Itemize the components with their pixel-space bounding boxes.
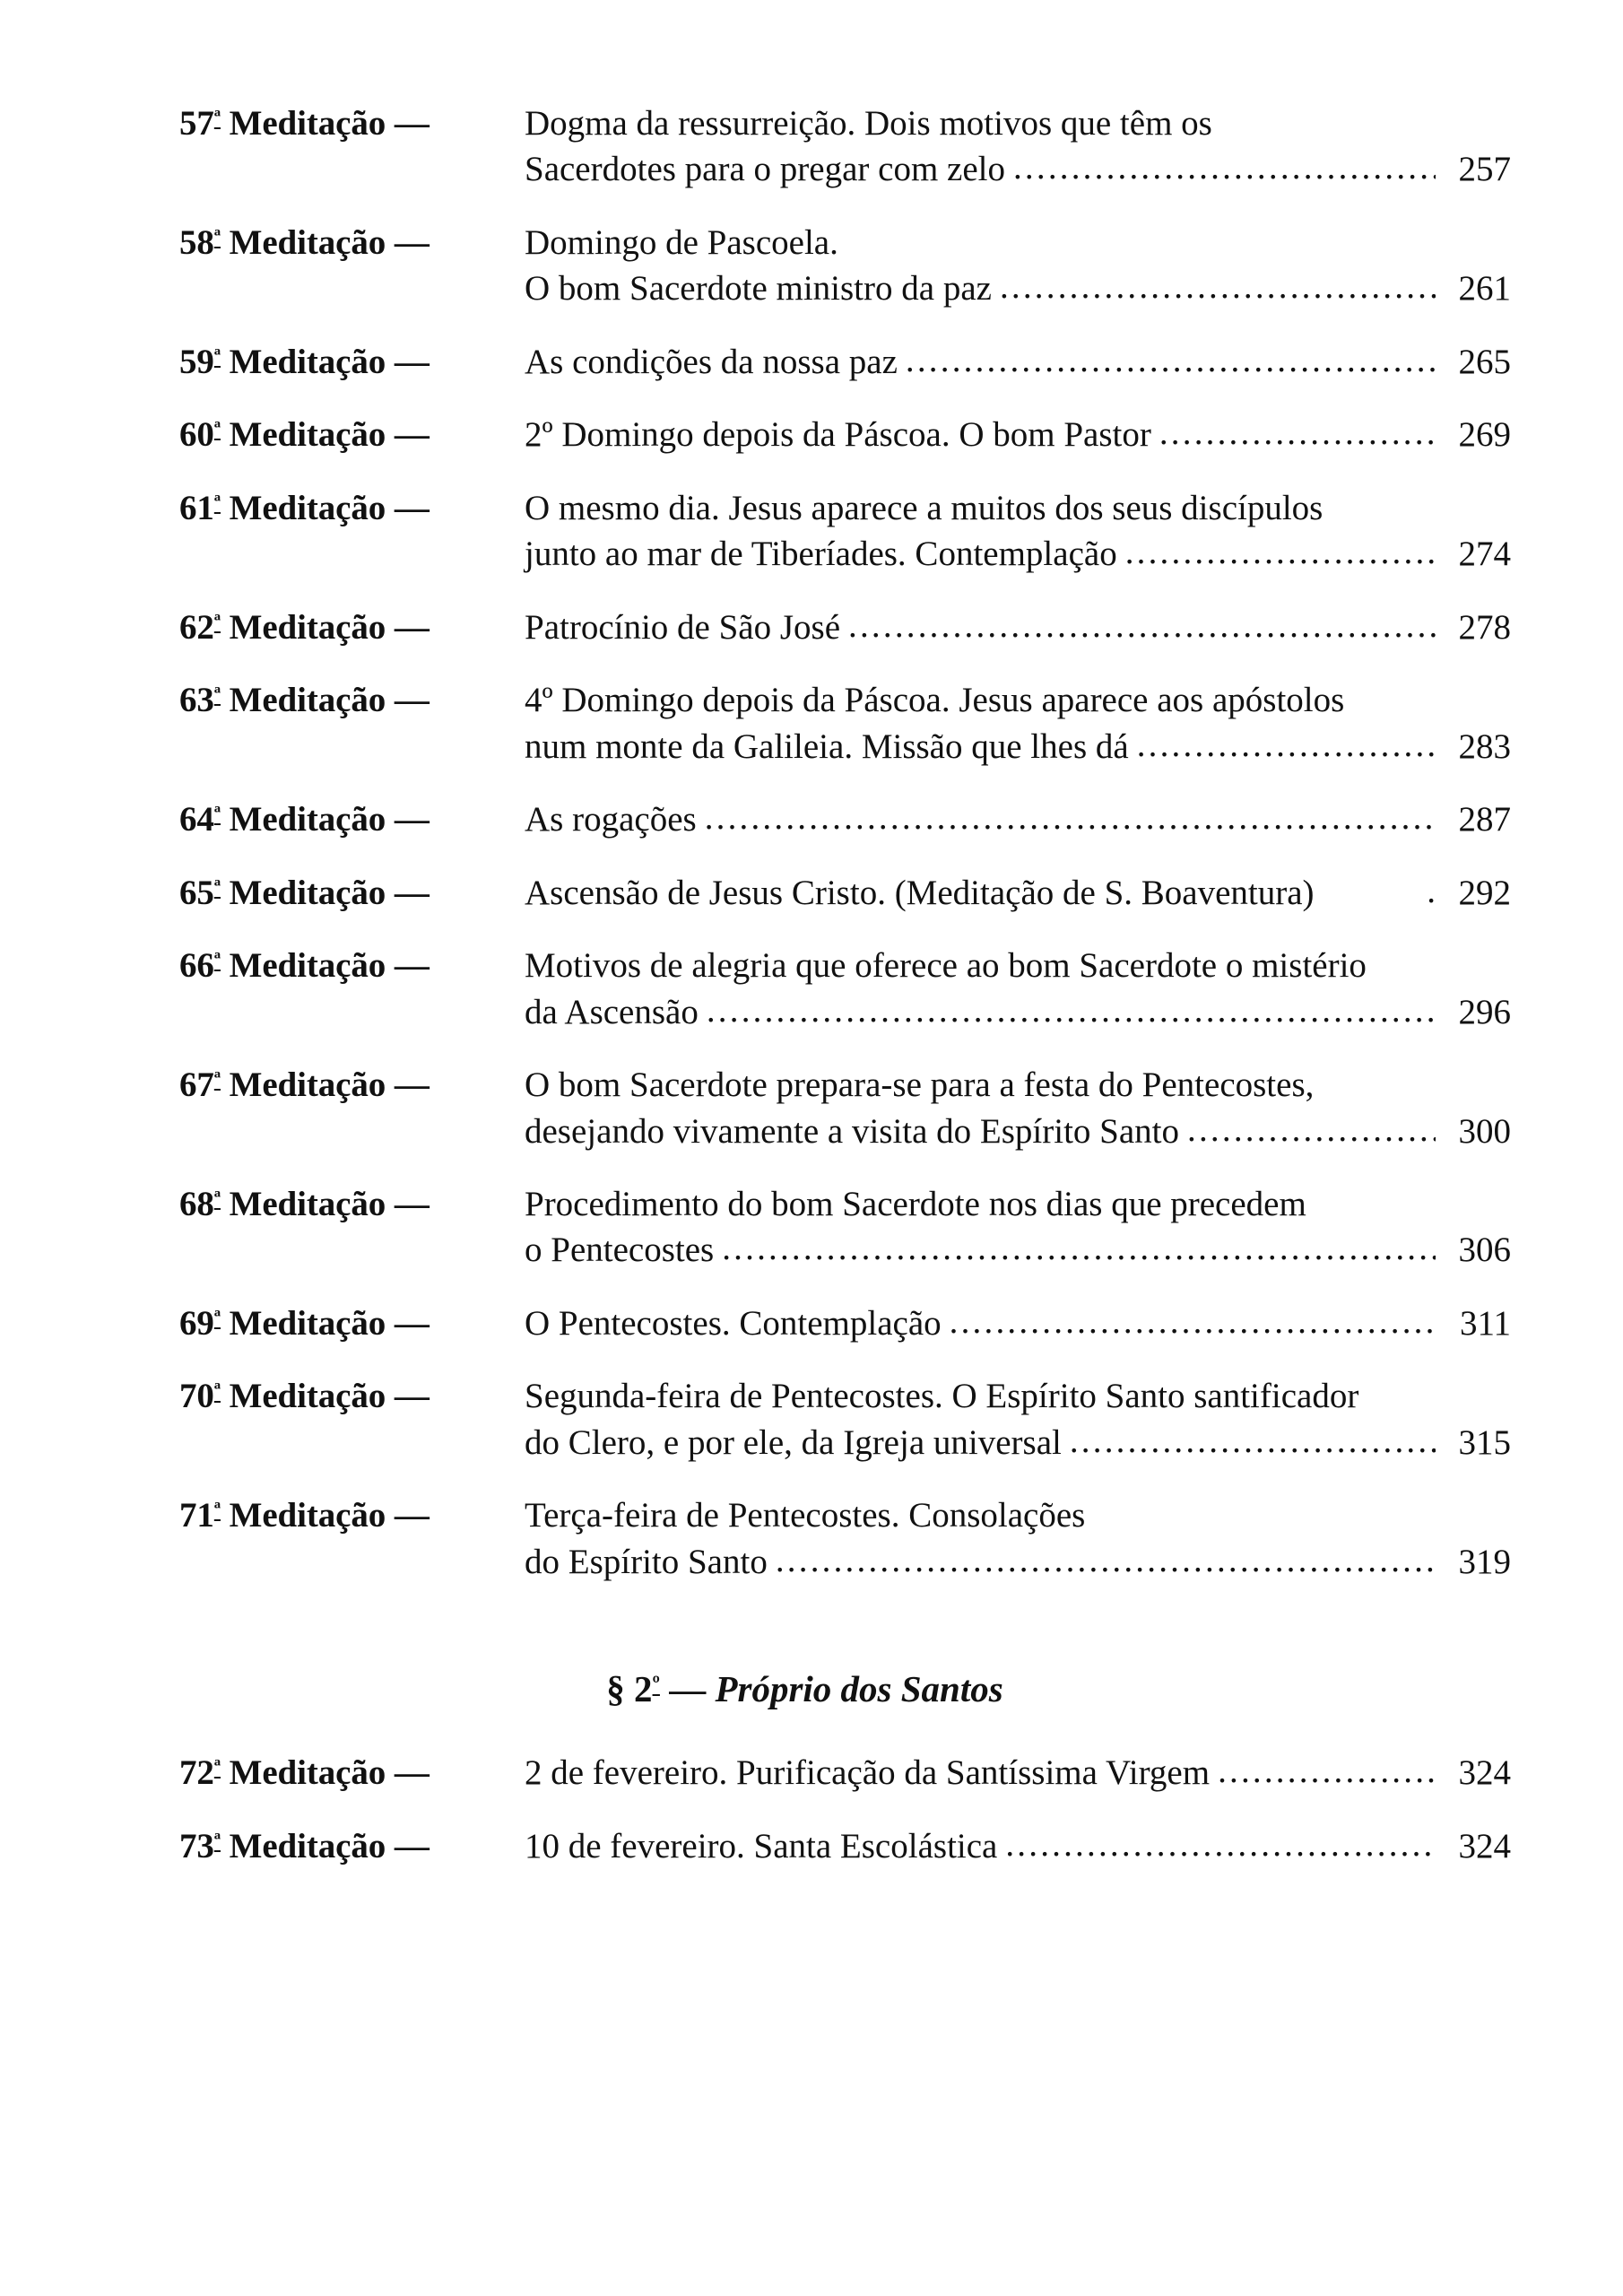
section-dash: — [669, 1668, 707, 1710]
toc-entry-line [179, 220, 1511, 265]
toc-entry-line [179, 146, 1511, 192]
toc-entry-label [179, 220, 525, 265]
toc-entry-line [179, 1373, 1511, 1419]
toc-entry-line [179, 339, 1511, 385]
toc-description-line [525, 220, 1511, 265]
toc-entry-dash: — [394, 946, 430, 986]
toc-description-text: 4º Domingo depois da Páscoa. Jesus aparece aos apóstolos [525, 681, 1345, 720]
toc-entry-description-column [525, 412, 1511, 457]
toc-leader-dots [1323, 868, 1436, 914]
toc-entry-ordinal-suffix: ª [213, 874, 221, 900]
toc-entry-line [179, 100, 1511, 146]
toc-leader-dots [1005, 1822, 1436, 1867]
toc-description-text: O bom Sacerdote prepara-se para a festa do Pentecostes, [525, 1065, 1315, 1105]
toc-page-number: 300 [1458, 1111, 1511, 1151]
toc-entry-description-column [525, 1181, 1511, 1227]
toc-entry-ordinal-suffix: ª [213, 802, 221, 827]
toc-entry-line [179, 943, 1511, 988]
toc-entry-line [179, 1492, 1511, 1538]
toc-leader-dots [848, 603, 1436, 648]
toc-leader-dots [1000, 264, 1436, 309]
toc-entry-label [179, 412, 525, 457]
toc-entry-description-column [525, 1823, 1511, 1869]
toc-entry-label-word: Meditação [229, 1184, 386, 1223]
toc-page-number: 292 [1458, 873, 1511, 912]
toc-description-line [525, 1227, 1511, 1273]
toc-entry-line [179, 870, 1511, 916]
toc-entry-label [179, 1492, 525, 1538]
toc-entry-number: 69 [179, 1303, 214, 1343]
toc-entry-line [179, 677, 1511, 723]
toc-entry-dash: — [394, 681, 430, 720]
toc-entry-label-word: Meditação [229, 946, 386, 986]
section-symbol: § [606, 1668, 625, 1710]
toc-entry-label [179, 100, 525, 146]
toc-entry-label [179, 989, 525, 1035]
toc-page-number: 306 [1458, 1231, 1511, 1270]
toc-description-line [525, 412, 1511, 457]
toc-entry-label [179, 1062, 525, 1108]
toc-entry-dash: — [394, 342, 430, 381]
toc-entry[interactable] [179, 1181, 1511, 1274]
toc-description-text: O bom Sacerdote ministro da paz [525, 269, 992, 309]
toc-description-line [525, 531, 1511, 577]
toc-description-text: o Pentecostes [525, 1231, 715, 1270]
toc-entry-description-column [525, 943, 1511, 988]
toc-entry-number: 73 [179, 1826, 214, 1866]
toc-entry-dash: — [394, 1303, 430, 1343]
toc-entry-label [179, 1373, 525, 1419]
toc-entry-label-word: Meditação [229, 1753, 386, 1793]
toc-entry-line [179, 1300, 1511, 1346]
toc-entry-number: 64 [179, 800, 214, 839]
toc-description-text: num monte da Galileia. Missão que lhes dá [525, 726, 1129, 766]
toc-entry-line [179, 265, 1511, 311]
toc-entry-dash: — [394, 1065, 430, 1105]
toc-entry-label [179, 1420, 525, 1465]
toc-entry[interactable] [179, 943, 1511, 1035]
toc-entry-number: 70 [179, 1377, 214, 1416]
toc-entry-line [179, 1109, 1511, 1154]
toc-entry-ordinal-suffix: ª [213, 1306, 221, 1331]
toc-entry-label [179, 870, 525, 916]
toc-entry[interactable] [179, 1492, 1511, 1585]
toc-page-number: 278 [1458, 607, 1511, 647]
toc-entry-line [179, 1181, 1511, 1227]
toc-entry-description-column [525, 1373, 1511, 1419]
toc-entry-number: 61 [179, 488, 214, 527]
toc-entry-description-column [525, 1492, 1511, 1538]
toc-leader-dots [1159, 410, 1436, 456]
toc-entry-line [179, 1823, 1511, 1869]
toc-leader-dots [950, 1299, 1436, 1344]
toc-description-line [525, 796, 1511, 842]
toc-entry-label [179, 604, 525, 650]
toc-entry-description-column [525, 604, 1511, 650]
toc-entry-label-word: Meditação [229, 1826, 386, 1866]
toc-description-text: As condições da nossa paz [525, 342, 898, 381]
toc-entry-label-word: Meditação [229, 1065, 386, 1105]
toc-leader-dots [1070, 1418, 1436, 1464]
toc-entry[interactable] [179, 1823, 1511, 1869]
toc-entry-description-column [525, 724, 1511, 770]
toc-entry-ordinal-suffix: ª [213, 1498, 221, 1523]
toc-leader-dots [722, 1225, 1436, 1271]
toc-entry-label [179, 485, 525, 531]
toc-entry-description-column [525, 1420, 1511, 1465]
toc-description-line [525, 339, 1511, 385]
toc-entry-number: 67 [179, 1065, 214, 1105]
toc-description-line [525, 724, 1511, 770]
toc-entry-number: 60 [179, 415, 214, 455]
toc-entry-number: 62 [179, 607, 214, 647]
toc-description-line [525, 1109, 1511, 1154]
toc-entry[interactable] [179, 677, 1511, 770]
toc-entry-number: 58 [179, 222, 214, 262]
toc-entry-description-column [525, 1750, 1511, 1796]
toc-description-text: Dogma da ressurreição. Dois motivos que têm os [525, 104, 1212, 143]
section-title: Próprio dos Santos [715, 1668, 1003, 1710]
toc-entry-dash: — [394, 800, 430, 839]
toc-description-line [525, 943, 1511, 988]
toc-entry-line [179, 604, 1511, 650]
toc-entry-ordinal-suffix: ª [213, 1755, 221, 1780]
toc-entry[interactable] [179, 485, 1511, 578]
toc-entry-description-column [525, 100, 1511, 146]
toc-page-number: 269 [1458, 415, 1511, 455]
toc-description-text: Sacerdotes para o pregar com zelo [525, 150, 1005, 189]
toc-description-line [525, 146, 1511, 192]
section-number-digit: 2 [634, 1668, 653, 1710]
toc-leader-dots [1187, 1107, 1436, 1152]
toc-entry-description-column [525, 677, 1511, 723]
toc-entry-label [179, 531, 525, 577]
toc-entry-label [179, 146, 525, 192]
toc-description-line [525, 1300, 1511, 1346]
toc-description-text: do Espírito Santo [525, 1542, 768, 1581]
toc-entry-line [179, 531, 1511, 577]
toc-entry-label [179, 677, 525, 723]
toc-entry-line [179, 796, 1511, 842]
toc-description-text: Motivos de alegria que oferece ao bom Sacerdote o mistério [525, 946, 1367, 986]
toc-page-number: 324 [1458, 1753, 1511, 1793]
toc-entry-ordinal-suffix: ª [213, 106, 221, 131]
toc-entry-label [179, 1750, 525, 1796]
toc-entry-line [179, 1750, 1511, 1796]
toc-leader-dots [1013, 144, 1436, 190]
toc-description-text: Segunda-feira de Pentecostes. O Espírito Santo santificador [525, 1377, 1359, 1416]
toc-entry-description-column [525, 870, 1511, 916]
toc-entry-ordinal-suffix: ª [213, 1187, 221, 1212]
toc-list [179, 100, 1511, 1896]
toc-leader-dots [707, 987, 1436, 1033]
toc-entry-description-column [525, 485, 1511, 531]
toc-entry-line [179, 412, 1511, 457]
toc-entry-ordinal-suffix: ª [213, 683, 221, 708]
toc-entry-number: 66 [179, 946, 214, 986]
toc-entry-label [179, 724, 525, 770]
toc-entry-label-word: Meditação [229, 488, 386, 527]
toc-entry-label-word: Meditação [229, 607, 386, 647]
toc-entry-label [179, 265, 525, 311]
toc-description-line [525, 1062, 1511, 1108]
toc-entry-line [179, 989, 1511, 1035]
toc-description-text: 2º Domingo depois da Páscoa. O bom Pastor [525, 415, 1151, 455]
toc-page-number: 261 [1458, 269, 1511, 309]
toc-entry-ordinal-suffix: ª [213, 1067, 221, 1092]
toc-description-line [525, 604, 1511, 650]
toc-entry-label [179, 1227, 525, 1273]
toc-leader-dots [1137, 722, 1436, 768]
toc-description-line [525, 100, 1511, 146]
toc-page-number: 265 [1458, 342, 1511, 381]
toc-entry-description-column [525, 1109, 1511, 1154]
toc-entry-dash: — [394, 415, 430, 455]
toc-entry-description-column [525, 146, 1511, 192]
toc-entry-ordinal-suffix: ª [213, 1828, 221, 1853]
section-heading [179, 1667, 1511, 1710]
toc-entry-number: 72 [179, 1753, 214, 1793]
toc-entry-label-word: Meditação [229, 342, 386, 381]
toc-page-number: 324 [1458, 1826, 1511, 1866]
toc-description-text: 10 de fevereiro. Santa Escolástica [525, 1826, 998, 1866]
toc-entry-label [179, 1300, 525, 1346]
toc-page-number: 311 [1459, 1303, 1511, 1343]
toc-description-line [525, 1181, 1511, 1227]
toc-description-line [525, 1492, 1511, 1538]
toc-entry-label [179, 943, 525, 988]
toc-entry-description-column [525, 339, 1511, 385]
toc-entry[interactable] [179, 1300, 1511, 1346]
toc-entry[interactable] [179, 412, 1511, 457]
toc-description-text: do Clero, e por ele, da Igreja universal [525, 1422, 1062, 1462]
toc-entry-description-column [525, 1300, 1511, 1346]
toc-entry-label [179, 1539, 525, 1585]
toc-entry-number: 57 [179, 104, 214, 143]
section-ordinal-suffix: º [652, 1671, 660, 1697]
toc-entry-label-word: Meditação [229, 1303, 386, 1343]
toc-entry-label [179, 1109, 525, 1154]
toc-entry-label [179, 1823, 525, 1869]
toc-entry-ordinal-suffix: ª [213, 1378, 221, 1404]
toc-entry-dash: — [394, 1377, 430, 1416]
toc-page-number: 283 [1458, 726, 1511, 766]
toc-entry-line [179, 485, 1511, 531]
toc-entry-description-column [525, 1539, 1511, 1585]
toc-entry-description-column [525, 531, 1511, 577]
toc-entry-dash: — [394, 1826, 430, 1866]
toc-entry-label-word: Meditação [229, 222, 386, 262]
toc-entry-ordinal-suffix: ª [213, 225, 221, 250]
toc-leader-dots [705, 795, 1436, 840]
toc-description-text: Ascensão de Jesus Cristo. (Meditação de S. Boaventura) [525, 873, 1315, 912]
toc-entry-label [179, 1181, 525, 1227]
toc-entry-dash: — [394, 488, 430, 527]
toc-entry-description-column [525, 989, 1511, 1035]
toc-entry-label-word: Meditação [229, 1496, 386, 1535]
toc-description-text: O Pentecostes. Contemplação [525, 1303, 942, 1343]
toc-description-text: desejando vivamente a visita do Espírito Santo [525, 1111, 1180, 1151]
toc-entry[interactable] [179, 604, 1511, 650]
toc-leader-dots [1218, 1748, 1436, 1794]
toc-entry-dash: — [394, 1753, 430, 1793]
toc-entry[interactable] [179, 220, 1511, 312]
toc-description-line [525, 1823, 1511, 1869]
toc-description-line [525, 1420, 1511, 1465]
toc-entry-number: 65 [179, 873, 214, 912]
toc-entry[interactable] [179, 870, 1511, 916]
toc-entry-label [179, 796, 525, 842]
toc-page-number: 287 [1458, 800, 1511, 839]
toc-page-number: 315 [1458, 1422, 1511, 1462]
toc-page-number: 319 [1458, 1542, 1511, 1581]
toc-entry-number: 71 [179, 1496, 214, 1535]
toc-entry[interactable] [179, 1750, 1511, 1796]
toc-entry[interactable] [179, 339, 1511, 385]
toc-description-line [525, 265, 1511, 311]
toc-entry-label-word: Meditação [229, 681, 386, 720]
toc-description-line [525, 1539, 1511, 1585]
toc-description-text: Procedimento do bom Sacerdote nos dias que precedem [525, 1184, 1306, 1223]
toc-description-text: Domingo de Pascoela. [525, 222, 838, 262]
toc-description-text: da Ascensão [525, 992, 699, 1031]
toc-description-text: Patrocínio de São José [525, 607, 841, 647]
toc-entry[interactable] [179, 1373, 1511, 1465]
toc-entry[interactable] [179, 100, 1511, 193]
toc-description-text: O mesmo dia. Jesus aparece a muitos dos seus discípulos [525, 488, 1324, 527]
toc-entry-label-word: Meditação [229, 1377, 386, 1416]
toc-entry-label-word: Meditação [229, 104, 386, 143]
toc-entry-description-column [525, 1062, 1511, 1108]
toc-entry-line [179, 1539, 1511, 1585]
toc-entry-ordinal-suffix: ª [213, 344, 221, 369]
toc-page-number: 274 [1458, 535, 1511, 574]
toc-entry-dash: — [394, 873, 430, 912]
toc-leader-dots [906, 337, 1436, 383]
toc-page-number: 296 [1458, 992, 1511, 1031]
toc-entry-number: 63 [179, 681, 214, 720]
toc-entry-dash: — [394, 222, 430, 262]
toc-entry-ordinal-suffix: ª [213, 417, 221, 442]
toc-entry-dash: — [394, 104, 430, 143]
section-number [634, 1668, 660, 1709]
toc-entry-dash: — [394, 1184, 430, 1223]
toc-description-line [525, 677, 1511, 723]
toc-entry-dash: — [394, 1496, 430, 1535]
toc-entry-dash: — [394, 607, 430, 647]
toc-entry-description-column [525, 220, 1511, 265]
toc-entry-line [179, 1062, 1511, 1108]
toc-entry-line [179, 1227, 1511, 1273]
toc-page-number: 257 [1458, 150, 1511, 189]
toc-description-line [525, 870, 1511, 916]
toc-entry-number: 59 [179, 342, 214, 381]
toc-entry-description-column [525, 796, 1511, 842]
toc-description-text: As rogações [525, 800, 697, 839]
toc-entry-line [179, 724, 1511, 770]
toc-entry-ordinal-suffix: ª [213, 609, 221, 634]
toc-leader-dots [776, 1537, 1436, 1583]
toc-entry[interactable] [179, 796, 1511, 842]
toc-entry-label-word: Meditação [229, 800, 386, 839]
toc-description-line [525, 1750, 1511, 1796]
toc-entry-label [179, 339, 525, 385]
toc-entry-description-column [525, 1227, 1511, 1273]
toc-entry-description-column [525, 265, 1511, 311]
toc-description-text: Terça-feira de Pentecostes. Consolações [525, 1496, 1086, 1535]
toc-description-line [525, 989, 1511, 1035]
toc-description-text: junto ao mar de Tiberíades. Contemplação [525, 535, 1117, 574]
toc-entry-number: 68 [179, 1184, 214, 1223]
toc-entry-ordinal-suffix: ª [213, 490, 221, 515]
toc-entry-label-word: Meditação [229, 873, 386, 912]
toc-description-line [525, 1373, 1511, 1419]
toc-entry-line [179, 1420, 1511, 1465]
toc-leader-dots [1125, 529, 1436, 575]
toc-entry[interactable] [179, 1062, 1511, 1154]
toc-entry-ordinal-suffix: ª [213, 948, 221, 973]
toc-entry-label-word: Meditação [229, 415, 386, 455]
toc-description-line [525, 485, 1511, 531]
toc-description-text: 2 de fevereiro. Purificação da Santíssima Virgem [525, 1753, 1211, 1793]
